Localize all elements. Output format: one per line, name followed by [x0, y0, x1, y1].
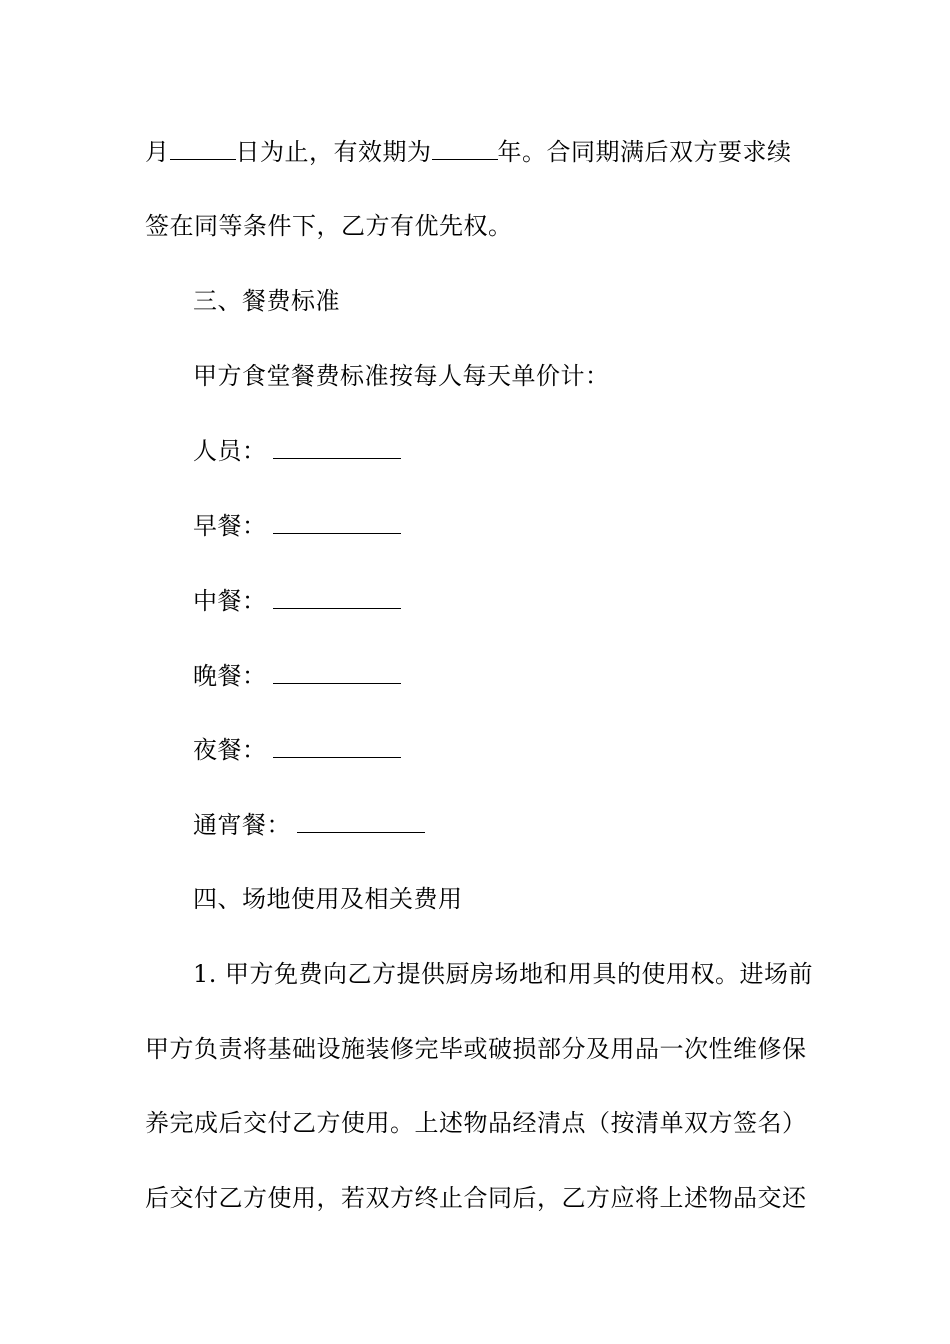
blank-month-day — [170, 139, 236, 160]
blank-overnight-meal — [297, 812, 425, 833]
section-heading-venue-fees: 四、场地使用及相关费用 — [193, 885, 463, 913]
blank-years — [432, 139, 498, 160]
field-label: 早餐： — [193, 512, 267, 540]
paragraph-line: 后交付乙方使用，若双方终止合同后，乙方应将上述物品交还 — [145, 1184, 807, 1212]
field-label: 中餐： — [193, 587, 267, 615]
field-label: 夜餐： — [193, 736, 267, 764]
paragraph-line: 甲方食堂餐费标准按每人每天单价计： — [193, 362, 610, 390]
field-overnight-meal — [193, 810, 873, 840]
field-breakfast — [193, 511, 873, 541]
paragraph-line: 1. 甲方免费向乙方提供厨房场地和用具的使用权。进场前 — [193, 960, 814, 988]
paragraph-line: 签在同等条件下，乙方有优先权。 — [145, 212, 513, 240]
field-label: 晚餐： — [193, 662, 267, 690]
field-lunch — [193, 586, 873, 616]
text-segment: 年。合同期满后双方要求续 — [497, 138, 792, 166]
blank-night-meal — [273, 737, 401, 758]
text-segment: 日为止，有效期为 — [235, 138, 432, 166]
field-label: 通宵餐： — [193, 811, 291, 839]
blank-dinner — [273, 663, 401, 684]
contract-term-line — [145, 137, 825, 167]
blank-personnel — [273, 438, 401, 459]
field-label: 人员： — [193, 437, 267, 465]
text-segment: 月 — [145, 138, 170, 166]
field-night-meal — [193, 735, 873, 765]
blank-lunch — [273, 588, 401, 609]
paragraph-line: 养完成后交付乙方使用。上述物品经清点（按清单双方签名） — [145, 1109, 807, 1137]
section-heading-meal-fees: 三、餐费标准 — [193, 287, 340, 315]
field-personnel — [193, 436, 873, 466]
blank-breakfast — [273, 513, 401, 534]
paragraph-line: 甲方负责将基础设施装修完毕或破损部分及用品一次性维修保 — [145, 1035, 807, 1063]
field-dinner — [193, 661, 873, 691]
